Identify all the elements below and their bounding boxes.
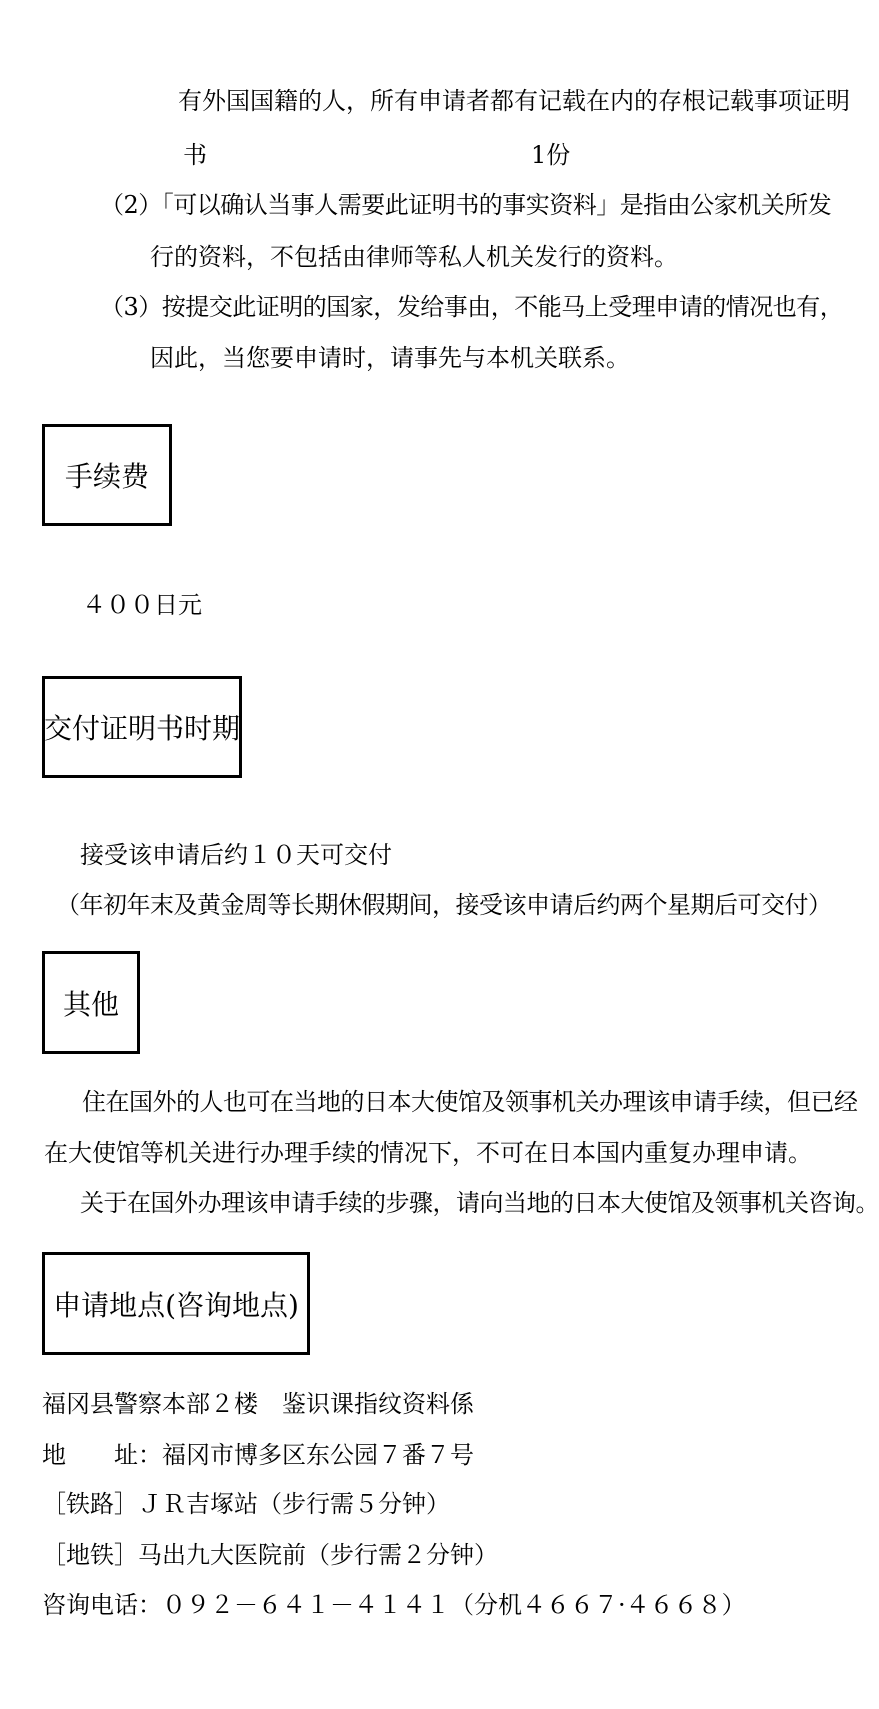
location-office: 福冈县警察本部２楼 鉴识课指纹资料係 [42,1390,474,1418]
top-line-2-char: 书 [183,141,207,169]
note-3-line-1: （3）按提交此证明的国家，发给事由，不能马上受理申请的情况也有， [100,293,844,321]
other-heading: 其他 [62,987,119,1021]
issue-heading-box [42,676,242,778]
fee-heading: 手续费 [64,460,149,493]
other-line-3: 关于在国外办理该申请手续的步骤，请向当地的日本大使馆及领事机关咨询。 [80,1189,879,1217]
location-rail: ［铁路］ＪＲ吉塚站（步行需５分钟） [42,1490,450,1518]
fee-heading-box [42,424,172,526]
location-subway: ［地铁］马出九大医院前（步行需２分钟） [42,1541,498,1569]
top-line-2-copies: 1份 [531,141,571,169]
location-heading: 申请地点(咨询地点) [53,1288,299,1322]
fee-amount: ４００日元 [82,591,202,619]
note-3-line-2: 因此，当您要申请时，请事先与本机关联系。 [150,344,630,372]
issue-line-2: （年初年末及黄金周等长期休假期间，接受该申请后约两个星期后可交付） [56,891,832,919]
top-line-1: 有外国国籍的人，所有申请者都有记载在内的存根记载事项证明 [178,87,850,115]
issue-heading: 交付证明书时期 [44,712,241,745]
other-line-2: 在大使馆等机关进行办理手续的情况下，不可在日本国内重复办理申请。 [44,1139,812,1167]
other-line-1: 住在国外的人也可在当地的日本大使馆及领事机关办理该申请手续，但已经 [82,1088,858,1116]
location-phone: 咨询电话：０９２－６４１－４１４１（分机４６６７·４６６８） [42,1591,746,1619]
other-heading-box [42,951,140,1054]
location-heading-box [42,1252,310,1355]
location-address: 地 址：福冈市博多区东公园７番７号 [42,1441,474,1469]
note-2-line-1: （2）「可以确认当事人需要此证明书的事实资料」是指由公家机关所发 [100,191,832,219]
note-2-line-2: 行的资料，不包括由律师等私人机关发行的资料。 [150,243,678,271]
issue-line-1: 接受该申请后约１０天可交付 [80,841,392,869]
